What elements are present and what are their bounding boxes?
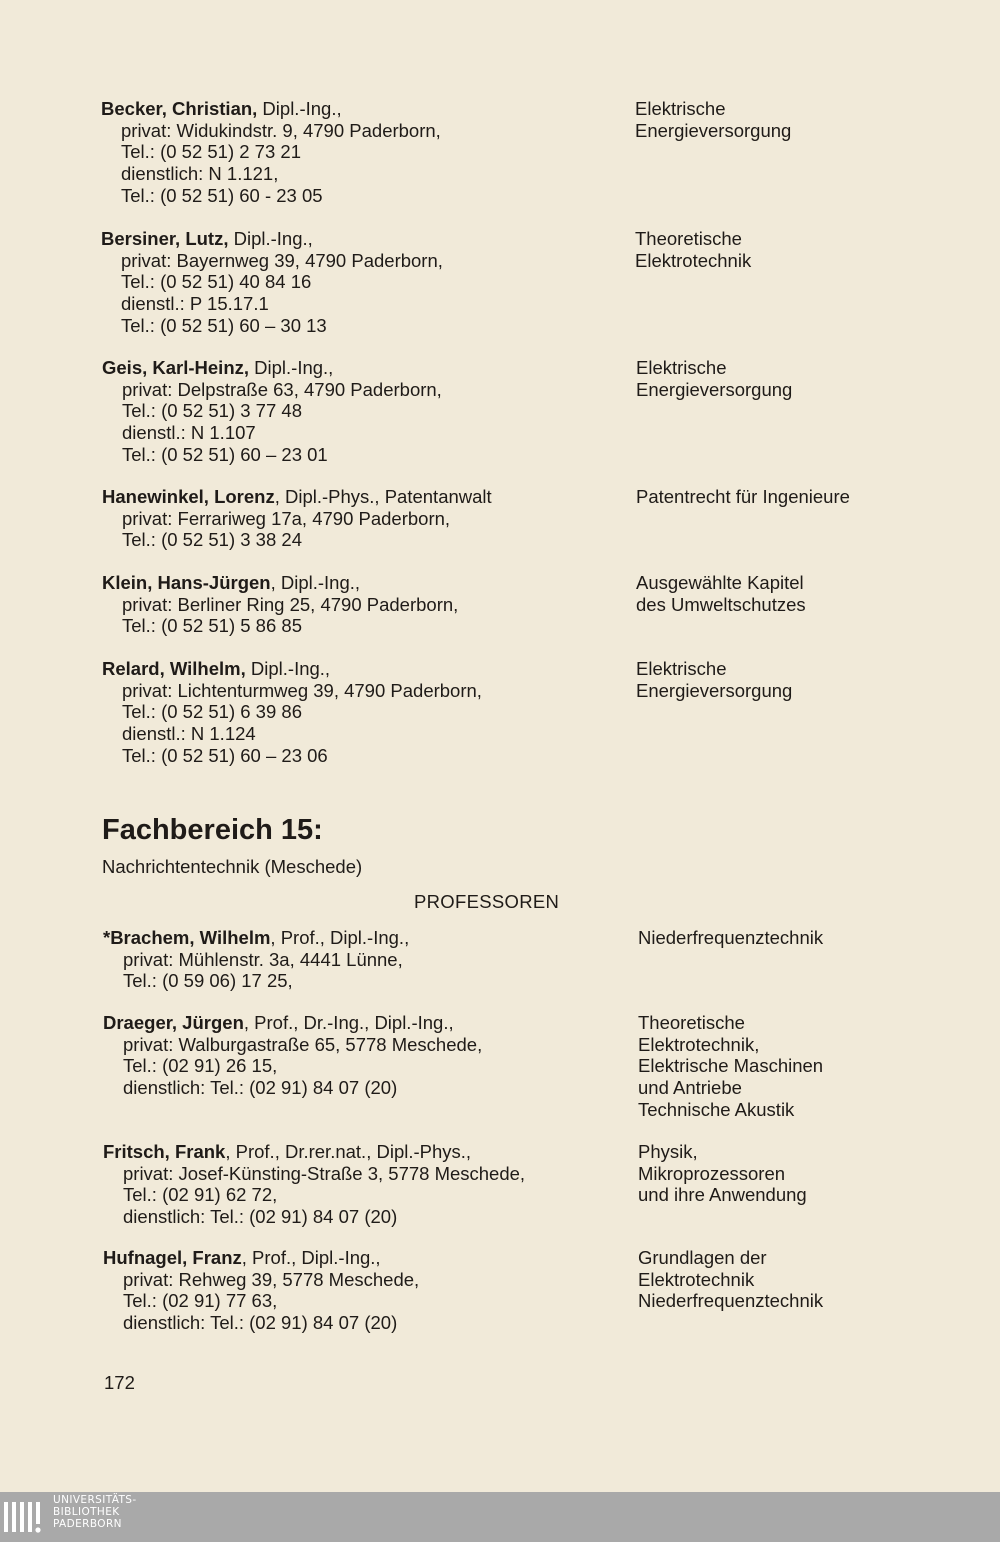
- contact-line: privat: Ferrariweg 17a, 4790 Paderborn,: [122, 507, 451, 529]
- contact-line: privat: Widukindstr. 9, 4790 Paderborn,: [121, 119, 441, 141]
- staff-title: Dipl.-Ing.,: [249, 357, 334, 378]
- staff-name-line: [101, 98, 701, 120]
- contact-line: dienstl.: N 1.107: [122, 422, 256, 444]
- staff-name: *Brachem, Wilhelm: [103, 927, 271, 948]
- contact-line: privat: Walburgastraße 65, 5778 Meschede,: [123, 1033, 483, 1055]
- staff-name: Draeger, Jürgen: [103, 1012, 244, 1033]
- section-heading: Fachbereich 15:: [102, 814, 323, 846]
- contact-line: Tel.: (02 91) 26 15,: [123, 1055, 278, 1077]
- contact-line: Tel.: (0 52 51) 5 86 85: [122, 615, 302, 637]
- contact-line: dienstlich: N 1.121,: [121, 163, 279, 185]
- staff-title: , Prof., Dipl.-Ing.,: [241, 1247, 381, 1268]
- staff-contact: [103, 1141, 703, 1228]
- staff-name: Geis, Karl-Heinz,: [102, 357, 250, 378]
- contact-line: Tel.: (0 52 51) 60 – 23 06: [122, 744, 328, 766]
- staff-name: Bersiner, Lutz,: [101, 228, 229, 249]
- staff-contact: [102, 658, 702, 767]
- section-subheading: Nachrichtentechnik (Meschede): [102, 856, 363, 877]
- subject-line: Technische Akustik: [638, 1098, 795, 1120]
- contact-line: Tel.: (0 52 51) 3 38 24: [122, 529, 302, 551]
- staff-title: Dipl.-Ing.,: [228, 228, 313, 249]
- staff-name: Klein, Hans-Jürgen: [102, 572, 271, 593]
- teaching-subject: [635, 228, 1000, 271]
- subject-line: Niederfrequenztechnik: [638, 927, 824, 948]
- subject-line: Elektrotechnik,: [638, 1033, 760, 1055]
- staff-contact: [103, 1247, 703, 1334]
- subject-line: Niederfrequenztechnik: [638, 1290, 824, 1312]
- contact-line: privat: Mühlenstr. 3a, 4441 Lünne,: [123, 948, 403, 970]
- contact-line: Tel.: (02 91) 77 63,: [123, 1290, 278, 1312]
- staff-name-line: [103, 1247, 703, 1269]
- staff-name-line: [103, 927, 703, 949]
- staff-contact: [102, 357, 702, 466]
- staff-contact: [101, 98, 701, 207]
- subject-line: Physik,: [638, 1141, 698, 1162]
- staff-name-line: [101, 228, 701, 250]
- subject-line: Elektrische: [635, 98, 726, 119]
- subject-line: Mikroprozessoren: [638, 1162, 786, 1184]
- subject-line: und ihre Anwendung: [638, 1184, 807, 1206]
- contact-line: Tel.: (0 52 51) 6 39 86: [122, 701, 302, 723]
- subject-line: Elektrische: [636, 658, 727, 679]
- staff-contact: [102, 572, 702, 637]
- staff-contact: [101, 228, 701, 337]
- staff-title: Dipl.-Ing.,: [257, 98, 342, 119]
- staff-contact: [103, 1012, 703, 1099]
- staff-contact: [102, 486, 702, 551]
- subject-line: Theoretische: [635, 228, 742, 249]
- teaching-subject: [636, 357, 1000, 400]
- teaching-subject: [636, 658, 1000, 701]
- contact-line: Tel.: (0 52 51) 3 77 48: [122, 400, 302, 422]
- staff-title: Dipl.-Ing.,: [245, 658, 331, 679]
- staff-title: , Prof., Dr.rer.nat., Dipl.-Phys.,: [225, 1141, 472, 1162]
- contact-line: privat: Berliner Ring 25, 4790 Paderborn,: [122, 593, 459, 615]
- contact-line: dienstl.: P 15.17.1: [121, 293, 269, 315]
- subject-line: Energieversorgung: [636, 378, 793, 400]
- teaching-subject: [638, 1141, 1000, 1206]
- staff-contact: [103, 927, 703, 992]
- contact-line: Tel.: (0 52 51) 60 - 23 05: [121, 184, 323, 206]
- subject-line: Theoretische: [638, 1012, 745, 1033]
- teaching-subject: [638, 1247, 1000, 1312]
- contact-line: dienstl.: N 1.124: [122, 723, 256, 745]
- logo-line: PADERBORN: [53, 1518, 122, 1530]
- staff-name-line: [103, 1141, 703, 1163]
- staff-title: , Dipl.-Ing.,: [270, 572, 361, 593]
- subject-line: Patentrecht für Ingenieure: [636, 486, 850, 507]
- subject-line: Energieversorgung: [636, 679, 793, 701]
- staff-name-line: [103, 1012, 703, 1034]
- logo-line: BIBLIOTHEK: [53, 1506, 120, 1518]
- contact-line: Tel.: (02 91) 62 72,: [123, 1184, 278, 1206]
- section-label: PROFESSOREN: [414, 891, 560, 912]
- logo-line: UNIVERSITÄTS-: [53, 1494, 137, 1506]
- staff-title: , Prof., Dr.-Ing., Dipl.-Ing.,: [243, 1012, 454, 1033]
- contact-line: privat: Delpstraße 63, 4790 Paderborn,: [122, 378, 442, 400]
- contact-line: privat: Josef-Künsting-Straße 3, 5778 Meschede,: [123, 1162, 526, 1184]
- teaching-subject: [636, 486, 1000, 508]
- teaching-subject: [635, 98, 1000, 141]
- contact-line: Tel.: (0 52 51) 40 84 16: [121, 271, 312, 293]
- subject-line: Elektrotechnik: [635, 249, 752, 271]
- staff-name: Relard, Wilhelm,: [102, 658, 246, 679]
- subject-line: Elektrotechnik: [638, 1268, 755, 1290]
- contact-line: Tel.: (0 52 51) 2 73 21: [121, 141, 301, 163]
- page-number: 172: [104, 1372, 135, 1393]
- staff-name-line: [102, 357, 702, 379]
- contact-line: privat: Rehweg 39, 5778 Meschede,: [123, 1268, 420, 1290]
- staff-name: Fritsch, Frank: [103, 1141, 226, 1162]
- contact-line: dienstlich: Tel.: (02 91) 84 07 (20): [123, 1077, 398, 1099]
- contact-line: privat: Bayernweg 39, 4790 Paderborn,: [121, 249, 443, 271]
- subject-line: des Umweltschutzes: [636, 593, 806, 615]
- subject-line: Grundlagen der: [638, 1247, 767, 1268]
- teaching-subject: [638, 1012, 1000, 1121]
- staff-name-line: [102, 486, 702, 508]
- staff-title: , Dipl.-Phys., Patentanwalt: [274, 486, 492, 507]
- subject-line: Elektrische: [636, 357, 727, 378]
- subject-line: Elektrische Maschinen: [638, 1055, 824, 1077]
- staff-title: , Prof., Dipl.-Ing.,: [270, 927, 410, 948]
- contact-line: Tel.: (0 52 51) 60 – 30 13: [121, 314, 327, 336]
- contact-line: privat: Lichtenturmweg 39, 4790 Paderborn,: [122, 679, 482, 701]
- library-footer: [0, 1492, 1000, 1542]
- contact-line: dienstlich: Tel.: (02 91) 84 07 (20): [123, 1206, 398, 1228]
- teaching-subject: [638, 927, 1000, 949]
- staff-name: Hanewinkel, Lorenz: [102, 486, 275, 507]
- library-logo-text: [53, 1494, 137, 1530]
- subject-line: Energieversorgung: [635, 119, 792, 141]
- staff-name-line: [102, 572, 702, 594]
- contact-line: dienstlich: Tel.: (02 91) 84 07 (20): [123, 1312, 398, 1334]
- library-logo-icon: [4, 1498, 48, 1536]
- contact-line: Tel.: (0 52 51) 60 – 23 01: [122, 443, 328, 465]
- staff-name: Becker, Christian,: [101, 98, 258, 119]
- subject-line: Ausgewählte Kapitel: [636, 572, 804, 593]
- subject-line: und Antriebe: [638, 1077, 742, 1099]
- staff-name: Hufnagel, Franz: [103, 1247, 242, 1268]
- contact-line: Tel.: (0 59 06) 17 25,: [123, 970, 293, 992]
- teaching-subject: [636, 572, 1000, 615]
- staff-name-line: [102, 658, 702, 680]
